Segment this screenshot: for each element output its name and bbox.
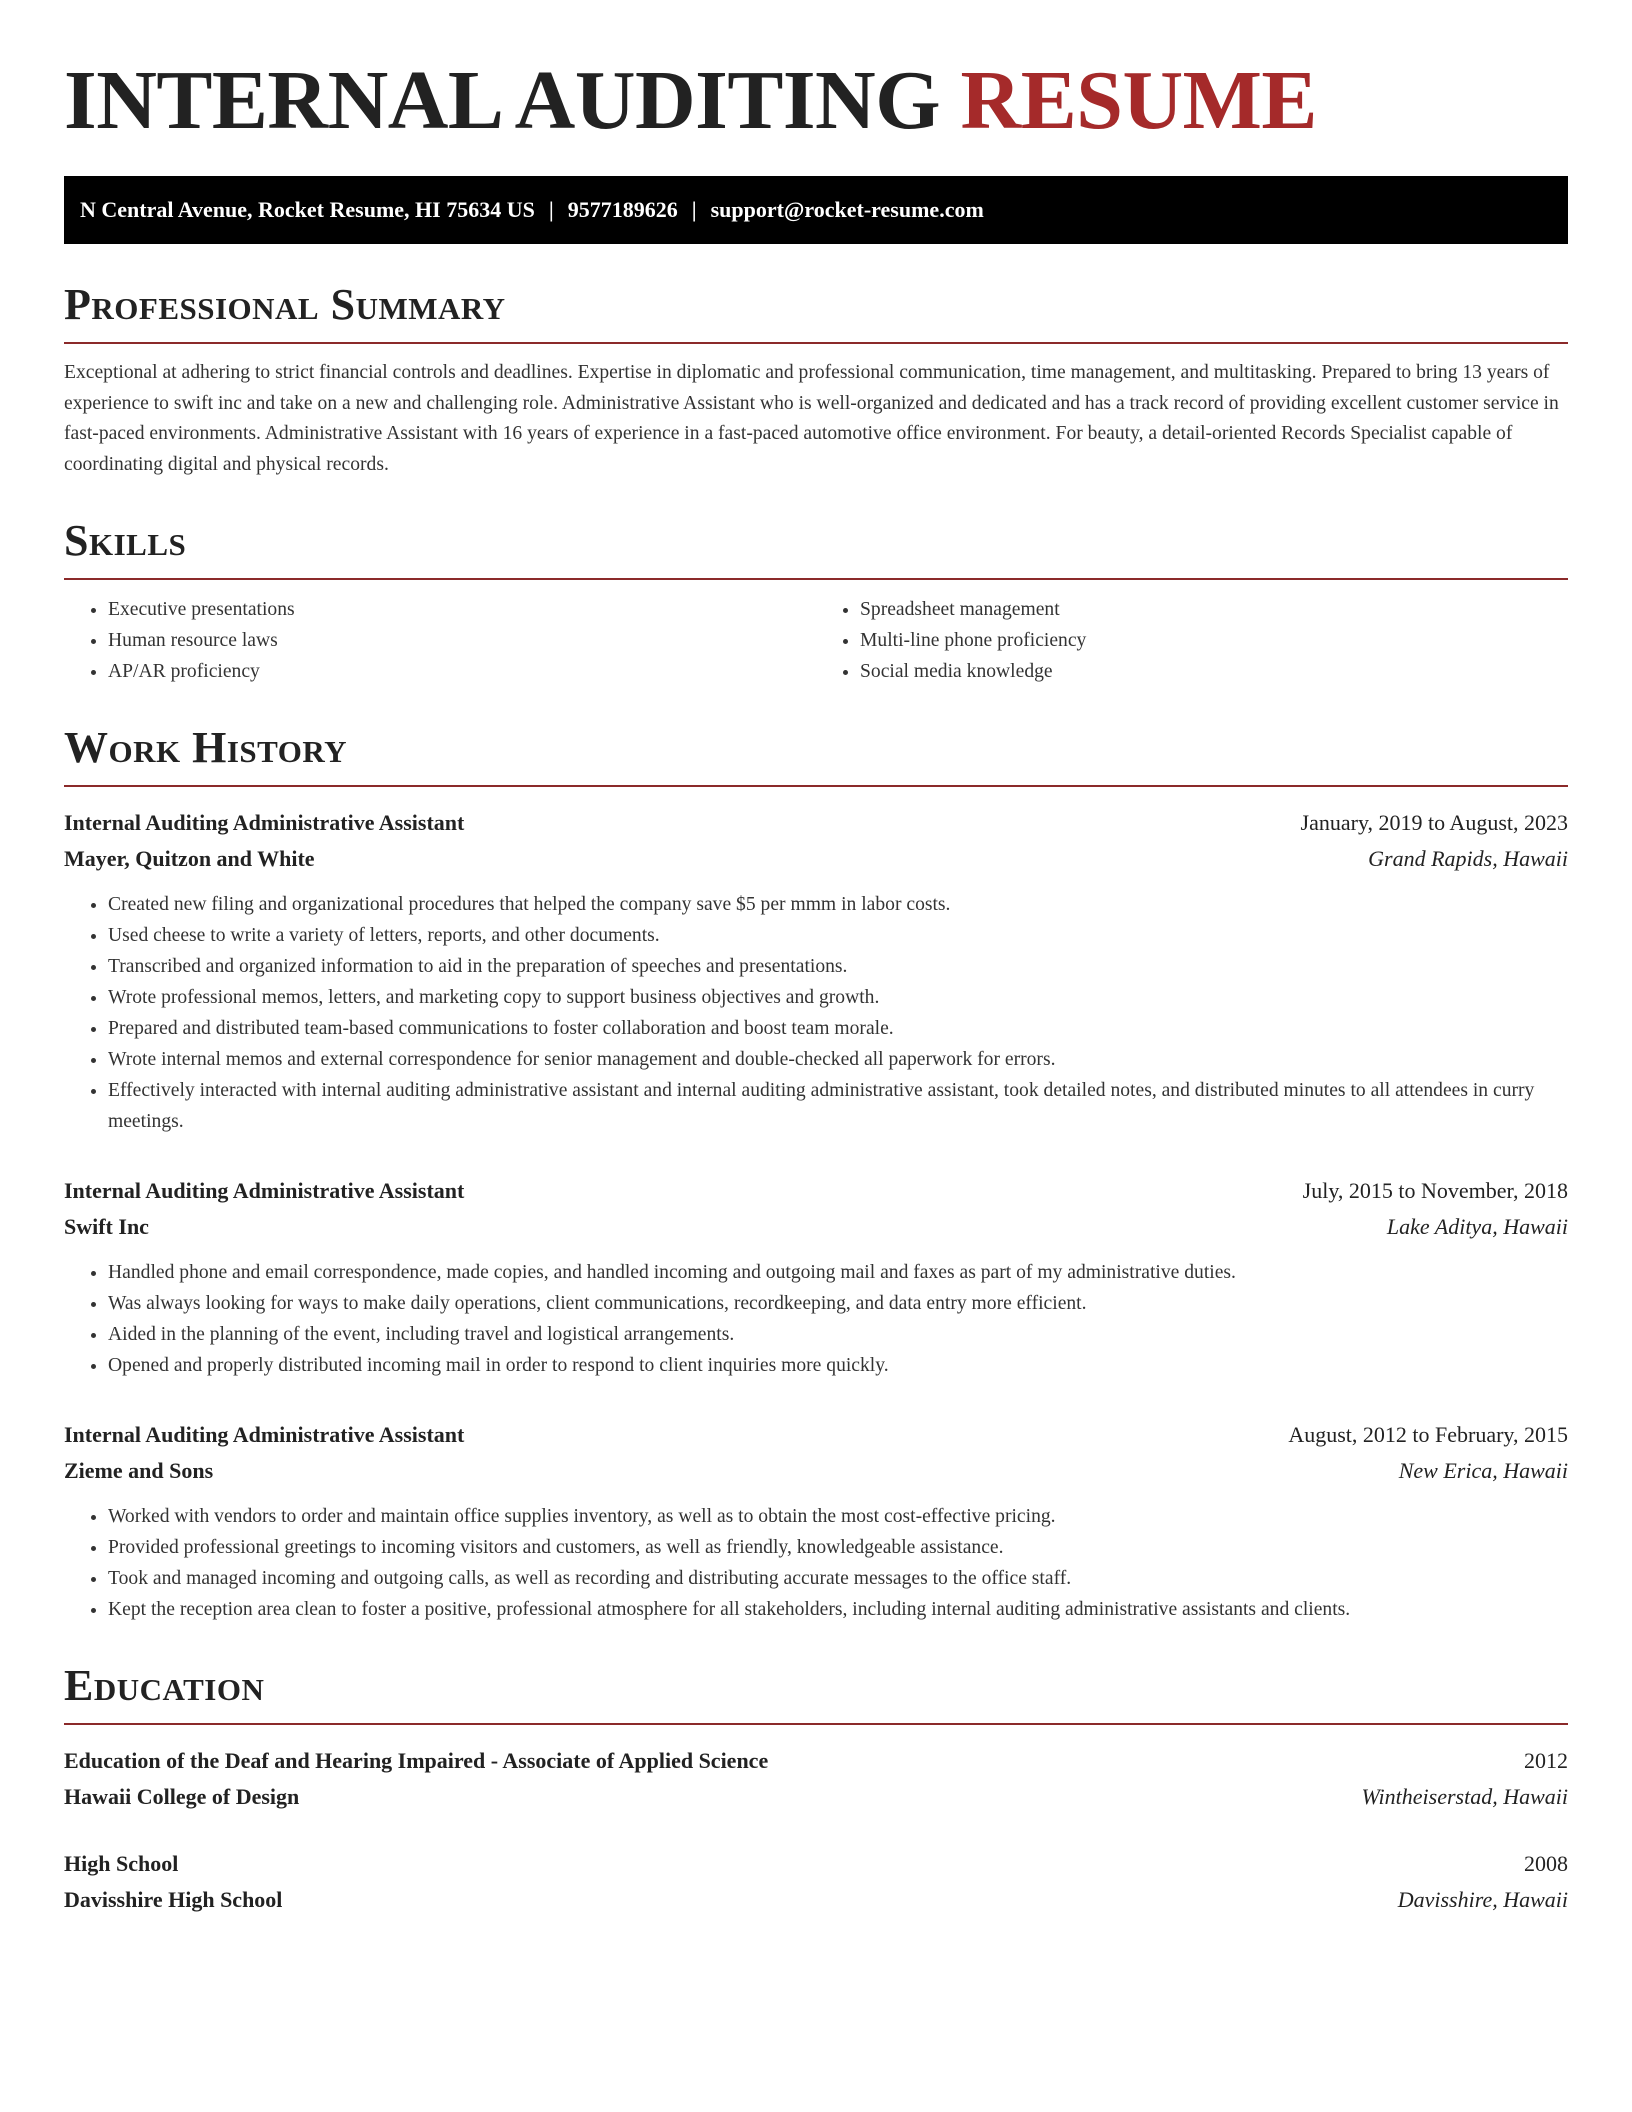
job-dates: August, 2012 to February, 2015: [1288, 1422, 1568, 1447]
summary-heading: Professional Summary: [64, 280, 1568, 344]
work-history-section: [64, 723, 1568, 1625]
job-bullets: [64, 1501, 1568, 1625]
job-entry: [64, 1417, 1568, 1625]
education-school: Davisshire High School: [64, 1887, 283, 1912]
contact-address: N Central Avenue, Rocket Resume, HI 75634 US: [80, 197, 535, 222]
contact-email: support@rocket-resume.com: [710, 197, 984, 222]
job-title: Internal Auditing Administrative Assistant: [64, 1178, 465, 1203]
job-title: Internal Auditing Administrative Assistant: [64, 1422, 465, 1447]
skills-column-right: [816, 594, 1568, 687]
skill-item: • Human resource laws: [108, 625, 816, 656]
job-company: Swift Inc: [64, 1214, 149, 1239]
job-dates: January, 2019 to August, 2023: [1300, 810, 1568, 835]
job-bullet: • Created new filing and organizational procedures that helped the company save $5 per mmm in labor costs.: [108, 889, 1568, 920]
job-entry: [64, 805, 1568, 1137]
job-bullet: • Wrote professional memos, letters, and marketing copy to support business objectives and growth.: [108, 982, 1568, 1013]
job-bullet: • Worked with vendors to order and maintain office supplies inventory, as well as to obtain the most cost-effective pricing.: [108, 1501, 1568, 1532]
job-location: Grand Rapids, Hawaii: [1368, 846, 1568, 871]
education-degree: High School: [64, 1851, 179, 1876]
education-location: Wintheiserstad, Hawaii: [1361, 1784, 1568, 1809]
job-bullet: • Transcribed and organized information to aid in the preparation of speeches and presentations.: [108, 951, 1568, 982]
education-heading: Education: [64, 1661, 1568, 1725]
job-bullet: • Effectively interacted with internal auditing administrative assistant and internal auditing administrative assistant, took detailed notes, and distributed minutes to all attendees in curry meetings.: [108, 1075, 1568, 1137]
skill-item: • Executive presentations: [108, 594, 816, 625]
summary-section: [64, 280, 1568, 480]
education-entry: [64, 1743, 1568, 1815]
job-bullets: [64, 1257, 1568, 1381]
skills-column-left: [64, 594, 816, 687]
skills-list: [64, 594, 1568, 687]
skills-heading: Skills: [64, 516, 1568, 580]
skill-item: • AP/AR proficiency: [108, 656, 816, 687]
job-location: New Erica, Hawaii: [1398, 1458, 1568, 1483]
job-bullet: • Wrote internal memos and external correspondence for senior management and double-checked all paperwork for errors.: [108, 1044, 1568, 1075]
job-bullet: • Took and managed incoming and outgoing calls, as well as recording and distributing accurate messages to the office staff.: [108, 1563, 1568, 1594]
job-bullet: • Used cheese to write a variety of letters, reports, and other documents.: [108, 920, 1568, 951]
job-bullet: • Opened and properly distributed incoming mail in order to respond to client inquiries more quickly.: [108, 1350, 1568, 1381]
resume-title: [64, 0, 1568, 147]
job-dates: July, 2015 to November, 2018: [1302, 1178, 1568, 1203]
job-entry: [64, 1173, 1568, 1381]
skill-item: • Social media knowledge: [860, 656, 1568, 687]
contact-phone: 9577189626: [567, 197, 678, 222]
job-bullet: • Provided professional greetings to incoming visitors and customers, as well as friendly, knowledgeable assistance.: [108, 1532, 1568, 1563]
job-bullet: • Was always looking for ways to make daily operations, client communications, recordkeeping, and data entry more efficient.: [108, 1288, 1568, 1319]
education-degree: Education of the Deaf and Hearing Impaired - Associate of Applied Science: [64, 1748, 769, 1773]
job-company: Mayer, Quitzon and White: [64, 846, 315, 871]
education-location: Davisshire, Hawaii: [1397, 1887, 1568, 1912]
skill-item: • Multi-line phone proficiency: [860, 625, 1568, 656]
job-bullet: • Aided in the planning of the event, including travel and logistical arrangements.: [108, 1319, 1568, 1350]
contact-bar: [64, 176, 1568, 244]
contact-separator: |: [691, 197, 697, 222]
summary-text: Exceptional at adhering to strict financial controls and deadlines. Expertise in diplomatic and professional communication, time management, and multitasking. Prepared to bring 13 years of experience to swift inc and take on a new and challenging role. Administrative Assistant who is well-organized and dedicated and has a track record of providing excellent customer service in fast-paced environments. Administrative Assistant with 16 years of experience in a fast-paced automotive office environment. For beauty, a detail-oriented Records Specialist capable of coordinating digital and physical records.: [64, 362, 1559, 475]
job-bullet: • Kept the reception area clean to foster a positive, professional atmosphere for all stakeholders, including internal auditing administrative assistants and clients.: [108, 1594, 1568, 1625]
education-year: 2012: [1524, 1748, 1568, 1773]
work-history-heading: Work History: [64, 723, 1568, 787]
title-accent-text: RESUME: [960, 54, 1317, 147]
job-company: Zieme and Sons: [64, 1458, 214, 1483]
contact-separator: |: [548, 197, 554, 222]
job-bullet: • Prepared and distributed team-based communications to foster collaboration and boost team morale.: [108, 1013, 1568, 1044]
education-school: Hawaii College of Design: [64, 1784, 300, 1809]
education-entry: [64, 1846, 1568, 1918]
skill-item: • Spreadsheet management: [860, 594, 1568, 625]
title-dark-text: INTERNAL AUDITING: [64, 54, 941, 147]
skills-section: [64, 516, 1568, 687]
job-location: Lake Aditya, Hawaii: [1386, 1214, 1568, 1239]
job-bullet: • Handled phone and email correspondence, made copies, and handled incoming and outgoing mail and faxes as part of my administrative duties.: [108, 1257, 1568, 1288]
job-bullets: [64, 889, 1568, 1137]
education-year: 2008: [1524, 1851, 1568, 1876]
education-section: [64, 1661, 1568, 1918]
job-title: Internal Auditing Administrative Assistant: [64, 810, 465, 835]
